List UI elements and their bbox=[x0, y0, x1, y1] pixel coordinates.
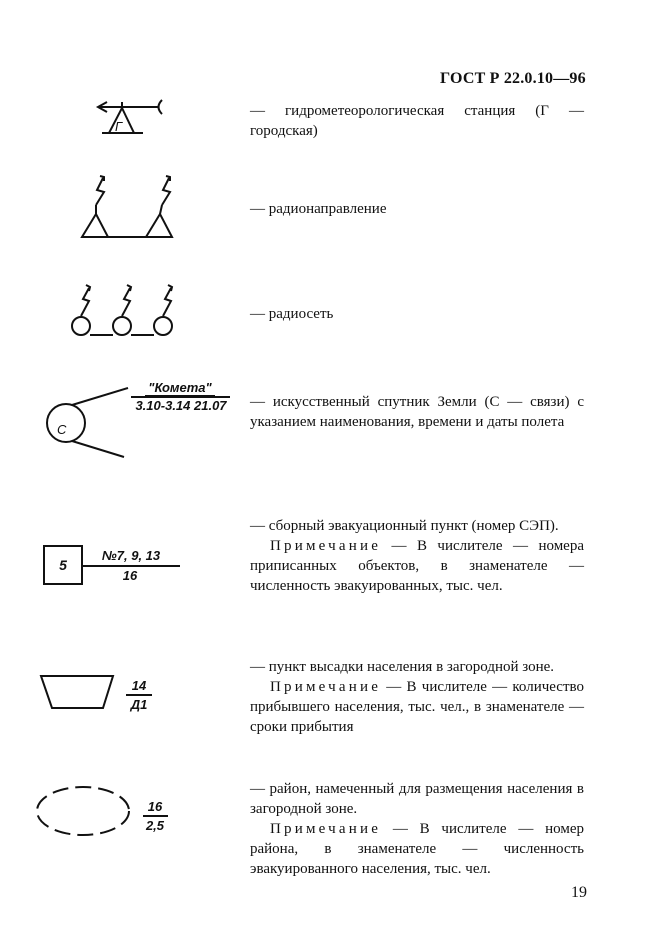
note-text: — В числителе — номер района, в знаменателе — численность эвакуированного населения, тыс. чел. bbox=[250, 821, 584, 877]
entry-text: — гидрометеорологическая станция (Г — городская) bbox=[250, 103, 584, 139]
placement-area-icon bbox=[37, 787, 129, 835]
note-label: Примечание bbox=[270, 538, 382, 554]
entry-satellite bbox=[250, 392, 584, 432]
entry-text: — радиосеть bbox=[250, 306, 334, 322]
entry-station bbox=[250, 101, 584, 141]
satellite-name-label: "Комета" bbox=[145, 380, 215, 396]
evacuation-box-number: 5 bbox=[59, 557, 67, 573]
area-numerator: 16 bbox=[147, 799, 163, 814]
hydrometeorological-station-icon bbox=[98, 100, 162, 133]
landing-denominator: Д1 bbox=[130, 697, 148, 712]
radio-direction-icon bbox=[82, 176, 172, 237]
note-text: — В числителе — номера приписанных объектов, в знаменателе — численность эвакуированных, тыс. чел. bbox=[250, 538, 584, 594]
entry-evacuation-point bbox=[250, 516, 584, 596]
entry-text: — искусственный спутник Земли (С — связи) с указанием наименования, времени и даты полета bbox=[250, 394, 584, 430]
evacuation-denominator: 16 bbox=[122, 568, 138, 583]
entry-text: — пункт высадки населения в загородной зоне. bbox=[250, 659, 555, 675]
station-letter: Г bbox=[115, 119, 123, 134]
entry-text: — сборный эвакуационный пункт (номер СЭП). bbox=[250, 518, 559, 534]
entry-note bbox=[250, 536, 584, 596]
entry-note bbox=[250, 677, 584, 737]
note-label: Примечание bbox=[270, 679, 382, 695]
entry-text: — район, намеченный для размещения населения в загородной зоне. bbox=[250, 781, 584, 817]
page-number: 19 bbox=[571, 884, 587, 901]
entry-note bbox=[250, 819, 584, 879]
evacuation-numerator: №7, 9, 13 bbox=[101, 548, 161, 563]
satellite-dates-label: 3.10-3.14 21.07 bbox=[135, 398, 227, 413]
note-label: Примечание bbox=[270, 821, 382, 837]
note-text: — В числителе — количество прибывшего населения, тыс. чел., в знаменателе — сроки прибытия bbox=[250, 679, 584, 735]
area-denominator: 2,5 bbox=[145, 818, 165, 833]
satellite-letter: С bbox=[57, 422, 67, 437]
entry-text: — радионаправление bbox=[250, 201, 387, 217]
entry-landing-point bbox=[250, 657, 584, 737]
document-header: ГОСТ Р 22.0.10—96 bbox=[440, 70, 586, 87]
landing-numerator: 14 bbox=[131, 678, 147, 693]
entry-radio-direction bbox=[250, 199, 584, 219]
radio-network-icon bbox=[72, 285, 172, 335]
entry-placement-area bbox=[250, 779, 584, 879]
entry-radio-network bbox=[250, 304, 584, 324]
